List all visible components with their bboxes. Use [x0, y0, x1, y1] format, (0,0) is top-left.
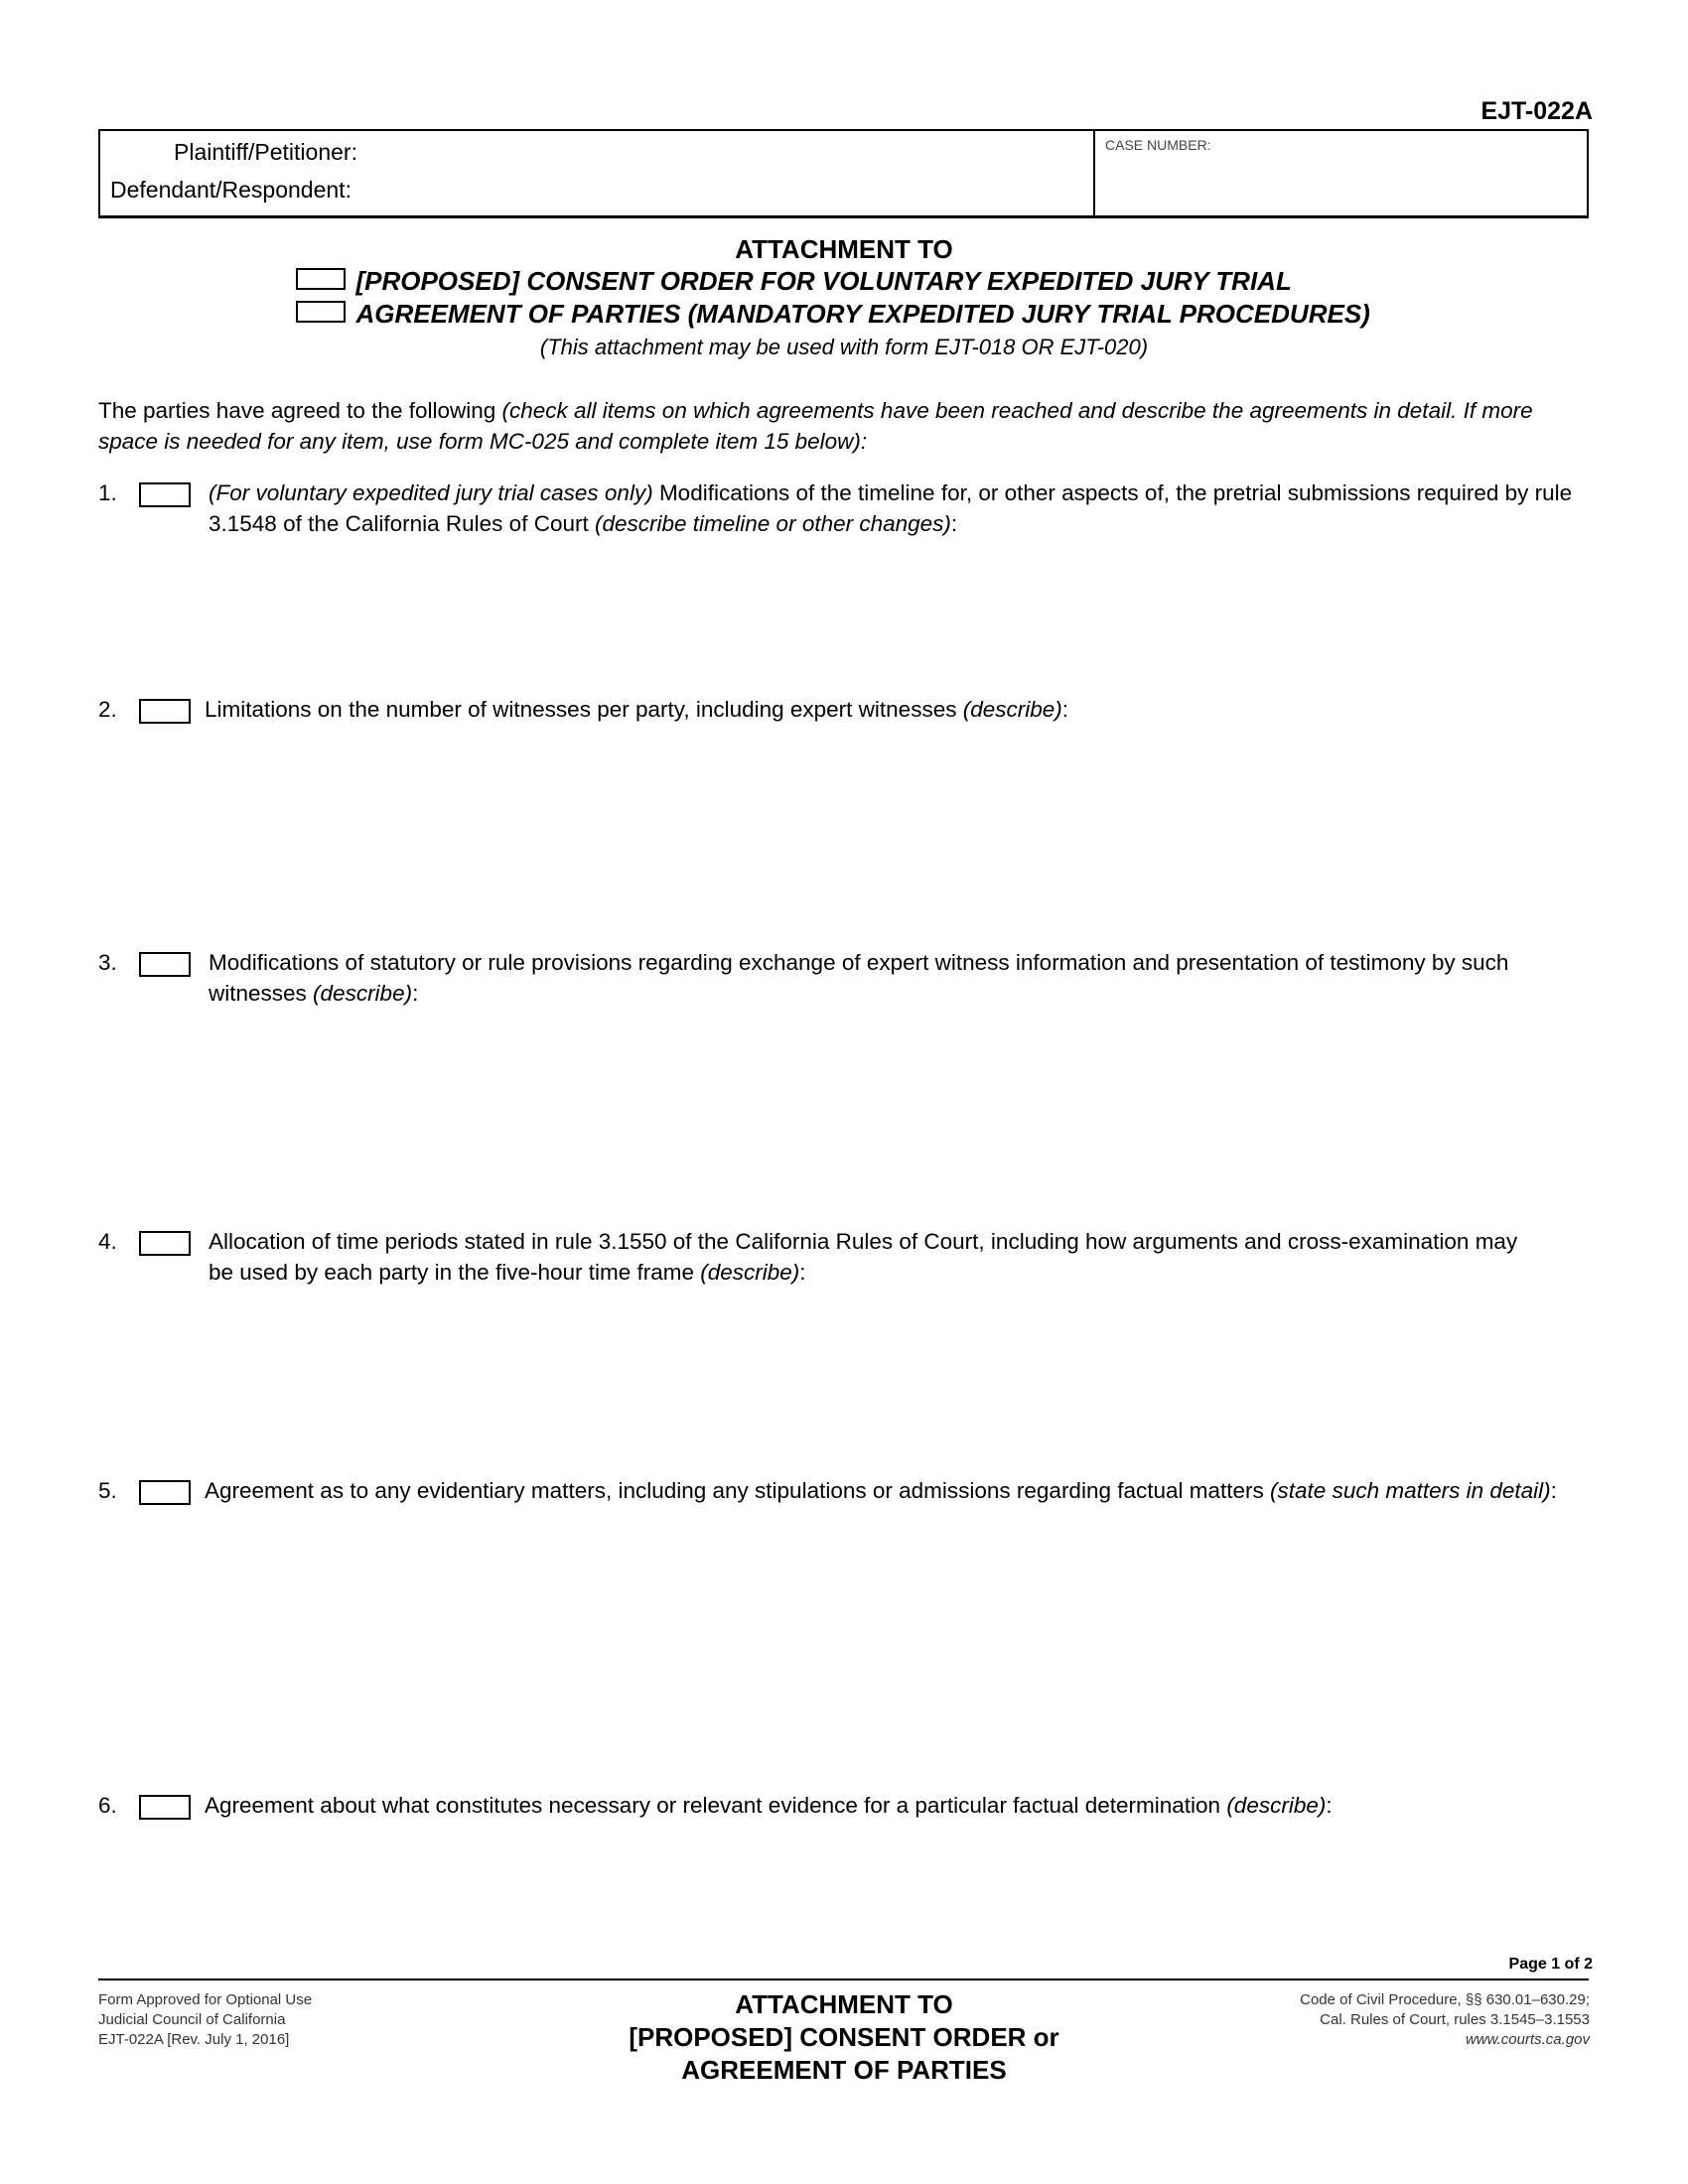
title-option-1 — [296, 266, 1292, 297]
item-instruction: (describe) — [962, 697, 1062, 722]
item-number: 2. — [98, 697, 117, 722]
item-instruction: (describe) — [1226, 1793, 1327, 1818]
item-description: Agreement as to any evidentiary matters, including any stipulations or admissions regarding factual matters — [205, 1478, 1271, 1503]
item-text — [205, 1790, 1575, 1821]
footer-council-line: Judicial Council of California — [98, 2011, 286, 2028]
item-description: Agreement about what constitutes necessary or relevant evidence for a particular factual determination — [205, 1793, 1227, 1818]
footer-citation-rules: Cal. Rules of Court, rules 3.1545–3.1553 — [1320, 2011, 1590, 2028]
option-1-checkbox[interactable] — [296, 268, 346, 290]
item-colon: : — [1550, 1478, 1557, 1503]
item-1-checkbox[interactable] — [139, 482, 191, 507]
plaintiff-label: Plaintiff/Petitioner: — [174, 139, 357, 165]
intro-paragraph — [98, 395, 1558, 457]
item-2-checkbox[interactable] — [139, 699, 191, 724]
option-2-checkbox[interactable] — [296, 301, 346, 323]
item-description: Limitations on the number of witnesses per party, including expert witnesses — [205, 697, 963, 722]
caption-divider — [1093, 131, 1095, 215]
item-text — [205, 1475, 1575, 1506]
item-instruction: (describe) — [700, 1260, 800, 1285]
item-3-checkbox[interactable] — [139, 952, 191, 977]
item-colon: : — [1061, 697, 1069, 722]
page-number: Page 1 of 2 — [1508, 1956, 1593, 1973]
item-number: 6. — [98, 1793, 117, 1818]
title-subtitle: (This attachment may be used with form EJT-018 OR EJT-020) — [539, 335, 1149, 359]
footer-title-line: ATTACHMENT TO — [735, 1989, 953, 2019]
option-2-label: AGREEMENT OF PARTIES (MANDATORY EXPEDITED JURY TRIAL PROCEDURES) — [355, 299, 1370, 329]
footer-revision-line: EJT-022A [Rev. July 1, 2016] — [98, 2031, 290, 2048]
option-1-label: [PROPOSED] CONSENT ORDER FOR VOLUNTARY EXPEDITED JURY TRIAL — [355, 266, 1292, 296]
item-description: Modifications of statutory or rule provisions regarding exchange of expert witness information and presentation of testimony by such witnesses — [209, 950, 1509, 1006]
footer-citations — [1300, 1990, 1590, 2050]
item-text — [209, 947, 1579, 1009]
item-colon: : — [799, 1260, 806, 1285]
item-instruction: (state such matters in detail) — [1270, 1478, 1551, 1503]
item-text — [205, 694, 1575, 725]
item-number: 4. — [98, 1229, 117, 1254]
item-6-checkbox[interactable] — [139, 1795, 191, 1820]
item-number: 3. — [98, 950, 117, 975]
item-colon: : — [412, 981, 419, 1006]
case-number-label: CASE NUMBER: — [1105, 137, 1211, 153]
intro-text: The parties have agreed to the following — [98, 398, 502, 423]
item-5-checkbox[interactable] — [139, 1480, 191, 1505]
item-text — [209, 1226, 1529, 1288]
title-option-2 — [296, 299, 1370, 330]
item-instruction: (describe) — [313, 981, 413, 1006]
item-instruction: (describe timeline or other changes) — [594, 511, 951, 536]
defendant-label: Defendant/Respondent: — [110, 177, 352, 203]
footer-website-link[interactable]: www.courts.ca.gov — [1465, 2031, 1590, 2048]
footer-approval-line: Form Approved for Optional Use — [98, 1991, 313, 2008]
footer-title-line: AGREEMENT OF PARTIES — [681, 2055, 1007, 2085]
item-text — [209, 478, 1579, 539]
intro-instructions: (check all items on which agreements have been reached and describe the agreements in detail. If more space is needed for any item, use form MC-025 and complete item 15 below): — [98, 398, 1533, 454]
footer-citation-ccp: Code of Civil Procedure, §§ 630.01–630.29; — [1300, 1991, 1590, 2008]
form-code: EJT-022A — [1480, 97, 1593, 125]
item-4-checkbox[interactable] — [139, 1231, 191, 1256]
item-number: 1. — [98, 480, 117, 505]
item-qualifier: (For voluntary expedited jury trial cases only) — [209, 480, 653, 505]
footer-approval — [98, 1990, 312, 2050]
title-heading: ATTACHMENT TO — [735, 234, 953, 264]
item-colon: : — [1326, 1793, 1333, 1818]
item-description: Allocation of time periods stated in rule 3.1550 of the California Rules of Court, including how arguments and cross-examination may be used by each party in the five-hour time frame — [209, 1229, 1518, 1285]
caption-box — [98, 129, 1589, 218]
item-colon: : — [950, 511, 958, 536]
item-number: 5. — [98, 1478, 117, 1503]
footer-title-line: [PROPOSED] CONSENT ORDER or — [629, 2022, 1059, 2052]
footer-title — [496, 1988, 1192, 2087]
item-description: Modifications of the timeline for, or other aspects of, the pretrial submissions required by rule 3.1548 of the California Rules of Court — [209, 480, 1573, 536]
footer-divider — [98, 1979, 1589, 1980]
